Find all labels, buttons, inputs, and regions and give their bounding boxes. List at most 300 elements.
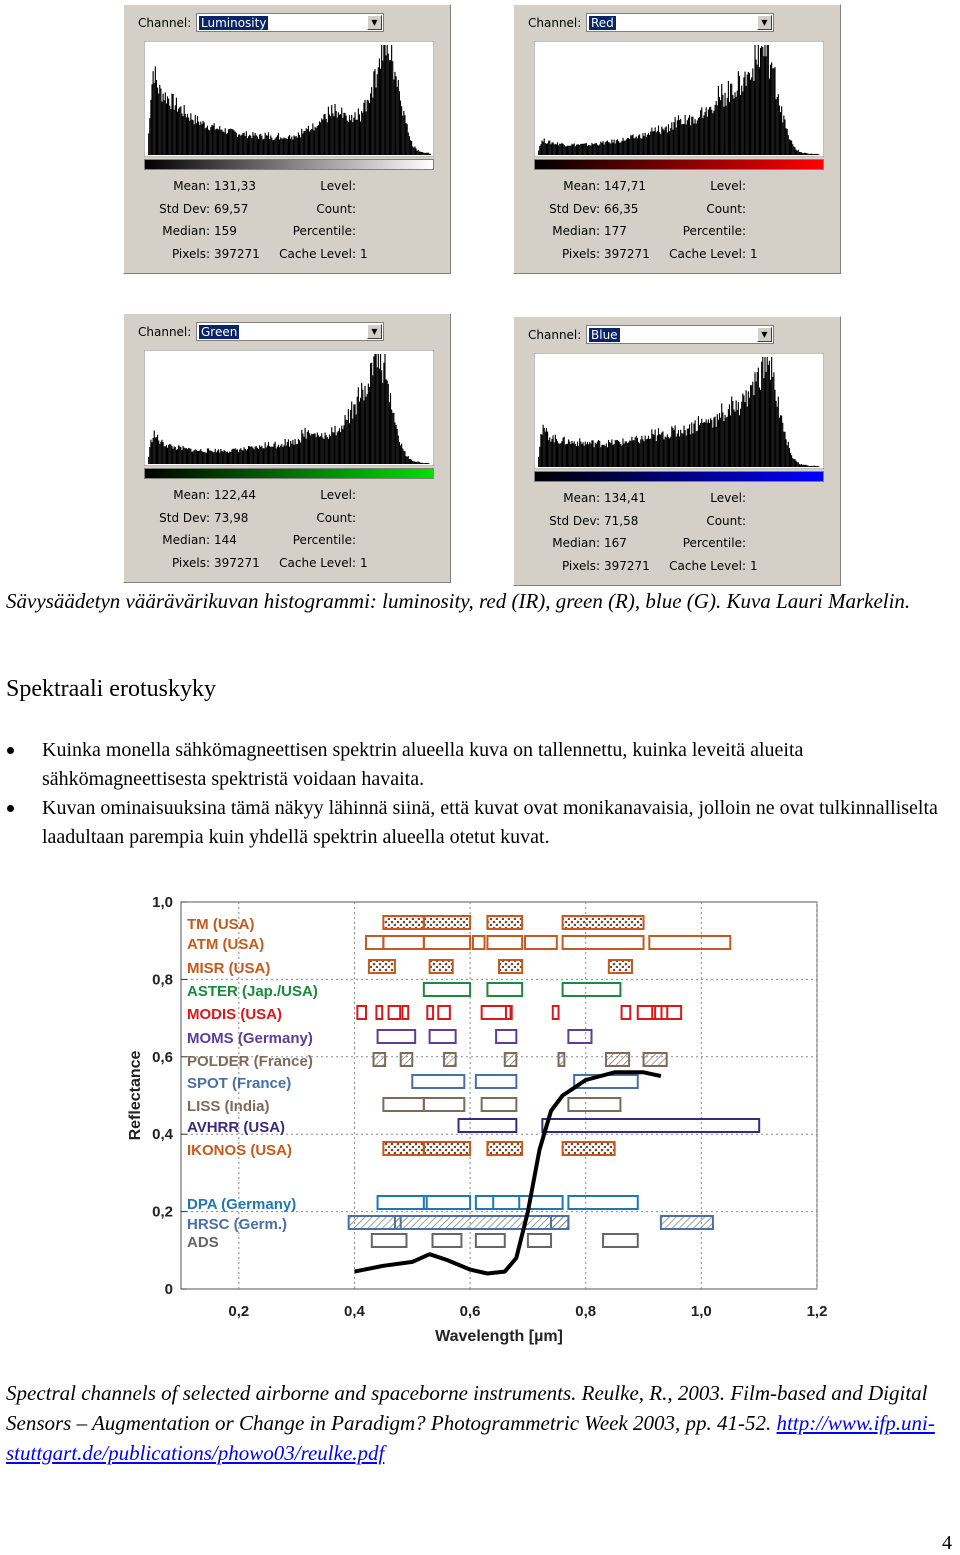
histogram-bar <box>653 131 654 155</box>
histogram-bar <box>246 131 247 155</box>
histogram-bar <box>669 438 670 467</box>
histogram-bar <box>627 138 628 155</box>
histogram-bar <box>313 130 314 155</box>
histogram-bar <box>151 442 152 464</box>
page-number: 4 <box>942 1532 952 1555</box>
histogram-bar <box>771 357 772 467</box>
histogram-bar <box>408 132 409 155</box>
histogram-bar <box>690 434 691 467</box>
histogram-bar <box>252 448 253 464</box>
histogram-bar <box>770 65 771 155</box>
histogram-bar <box>661 127 662 155</box>
histogram-bar <box>400 101 401 155</box>
histogram-bar <box>805 153 806 155</box>
histogram-bar <box>792 458 793 467</box>
histogram-bar <box>580 144 581 155</box>
y-tick-label: 0,8 <box>152 971 173 988</box>
y-tick-label: 0 <box>165 1281 173 1298</box>
histogram-bar <box>742 394 743 467</box>
histogram-bar <box>403 111 404 155</box>
histogram-bar <box>430 154 431 155</box>
histogram-bar <box>564 437 565 467</box>
instrument-band <box>563 983 621 996</box>
histogram-bar <box>539 146 540 155</box>
histogram-bar <box>217 451 218 464</box>
histogram-bar <box>309 433 310 464</box>
histogram-panel-blue <box>513 316 841 586</box>
histogram-bar <box>225 128 226 155</box>
y-tick-label: 0,6 <box>152 1049 173 1066</box>
instrument-band <box>372 1234 407 1247</box>
histogram-bar <box>553 435 554 467</box>
histogram-bar <box>382 383 383 464</box>
histogram-bar <box>726 106 727 155</box>
histogram-bar <box>720 100 721 155</box>
histogram-bar <box>328 439 329 464</box>
histogram-bar <box>728 409 729 467</box>
histogram-bar <box>302 133 303 155</box>
histogram-bar <box>599 144 600 155</box>
histogram-bar <box>402 448 403 464</box>
histogram-bar <box>349 115 350 155</box>
histogram-bar <box>176 98 177 155</box>
instrument-band <box>644 1053 667 1066</box>
histogram-bar <box>318 435 319 464</box>
histogram-bar <box>718 420 719 467</box>
histogram-bar <box>557 441 558 467</box>
histogram-bar <box>805 465 806 467</box>
histogram-bar <box>686 124 687 155</box>
histogram-bar <box>692 433 693 467</box>
histogram-bar <box>575 444 576 467</box>
histogram-bar <box>619 143 620 155</box>
histogram-bar <box>282 447 283 464</box>
histogram-bar <box>658 125 659 155</box>
histogram-bar <box>413 461 414 464</box>
histogram-bar <box>691 422 692 467</box>
instrument-band <box>383 936 423 949</box>
histogram-bar <box>310 435 311 464</box>
histogram-bar <box>242 451 243 464</box>
histogram-bar <box>397 87 398 155</box>
histogram-bar <box>238 135 239 155</box>
histogram-bar <box>299 440 300 464</box>
histogram-bar <box>400 445 401 464</box>
histogram-bar <box>803 465 804 467</box>
instrument-label: MODIS (USA) <box>187 1006 282 1023</box>
histogram-bar <box>731 84 732 155</box>
histogram-bar <box>361 111 362 155</box>
histogram-bar <box>231 450 232 464</box>
histogram-bar <box>601 143 602 155</box>
histogram-bar <box>186 448 187 464</box>
histogram-bar <box>311 434 312 464</box>
histogram-bar <box>585 143 586 155</box>
histogram-bar <box>549 141 550 155</box>
histogram-bar <box>250 447 251 464</box>
histogram-bar <box>632 135 633 156</box>
histogram-bar <box>399 91 400 155</box>
channel-select[interactable] <box>586 325 774 344</box>
histogram-bar <box>417 151 418 155</box>
histogram-bar <box>754 372 755 467</box>
histogram-bar <box>773 68 774 155</box>
histogram-bar <box>181 450 182 464</box>
histogram-bar <box>652 434 653 467</box>
histogram-bar <box>710 418 711 467</box>
instrument-band <box>424 1098 464 1111</box>
histogram-bar <box>656 132 657 155</box>
histogram-bar <box>772 377 773 467</box>
histogram-bar <box>390 60 391 155</box>
histogram-bar <box>636 436 637 467</box>
histogram-bar <box>241 135 242 155</box>
histogram-bar <box>538 457 539 467</box>
histogram-bar <box>272 140 273 155</box>
histogram-bar <box>614 140 615 155</box>
instrument-band <box>412 1075 464 1088</box>
histogram-bar <box>388 384 389 464</box>
reference-link[interactable]: http://www.ifp.uni-stuttgart.de/publications/phowo03/reulke.pdf <box>6 1411 935 1465</box>
bullet-text: Kuinka monella sähkömagneettisen spektrin alueella kuva on tallennettu, kuinka leveitä alueita sähkömagneettisesta spektristä voidaan havaita. <box>42 739 803 790</box>
histogram-bar <box>178 109 179 155</box>
histogram-bar <box>427 463 428 464</box>
histogram-bar <box>190 113 191 155</box>
histogram-bar <box>229 452 230 464</box>
histogram-bar <box>277 135 278 155</box>
stat-label: Std Dev: <box>549 202 600 216</box>
histogram-bar <box>634 440 635 467</box>
stat-label: Median: <box>552 224 600 238</box>
histogram-bar <box>425 153 426 155</box>
histogram-bar <box>427 153 428 155</box>
histogram-bar <box>784 119 785 155</box>
histogram-bar <box>610 144 611 155</box>
histogram-bar <box>415 148 416 155</box>
histogram-bar <box>733 409 734 467</box>
histogram-bar <box>366 397 367 464</box>
histogram-bar <box>740 95 741 155</box>
chart-caption <box>6 1378 954 1468</box>
histogram-bar <box>731 396 732 467</box>
histogram-bar <box>240 136 241 155</box>
instrument-band <box>401 1053 413 1066</box>
histogram-bar <box>814 154 815 155</box>
chevron-down-icon[interactable]: ▼ <box>757 327 772 342</box>
histogram-bar <box>666 126 667 155</box>
histogram-bar <box>739 76 740 155</box>
histogram-bar <box>305 131 306 155</box>
histogram-bar <box>744 72 745 155</box>
histogram-bar <box>384 45 385 155</box>
histogram-bar <box>611 140 612 155</box>
histogram-bar <box>707 117 708 155</box>
histogram-bar <box>307 432 308 464</box>
histogram-bar <box>216 129 217 155</box>
histogram-bar <box>638 442 639 467</box>
histogram-bar <box>221 130 222 155</box>
chevron-down-icon[interactable]: ▼ <box>757 15 772 30</box>
histogram-bar <box>322 438 323 464</box>
histogram-bar <box>175 105 176 155</box>
histogram-bar <box>639 134 640 155</box>
bullet-dot <box>7 805 14 812</box>
histogram-bar <box>364 386 365 464</box>
stat-label: Percentile: <box>683 224 746 238</box>
histogram-bar <box>626 139 627 155</box>
histogram-bar <box>628 442 629 467</box>
histogram-bar <box>428 463 429 464</box>
histogram-bar <box>208 448 209 464</box>
histogram-bar <box>247 449 248 464</box>
histogram-bar <box>212 452 213 464</box>
histogram-bar <box>661 432 662 467</box>
histogram-bar <box>569 146 570 155</box>
histogram-bar <box>776 401 777 467</box>
histogram-bar <box>408 456 409 464</box>
histogram-bar <box>709 107 710 155</box>
histogram-bar <box>219 126 220 155</box>
histogram-bar <box>373 356 374 464</box>
histogram-bar <box>342 118 343 155</box>
histogram-bar <box>635 437 636 467</box>
histogram-bar <box>205 452 206 464</box>
histogram-bar <box>780 112 781 155</box>
channel-select[interactable] <box>586 13 774 32</box>
histogram-bar <box>218 449 219 464</box>
bullet-list <box>0 736 960 852</box>
instrument-band <box>609 960 632 973</box>
histogram-bar <box>261 136 262 155</box>
histogram-bar <box>419 462 420 464</box>
histogram-bar <box>218 130 219 155</box>
histogram-bar <box>630 441 631 467</box>
histogram-bar <box>149 118 150 155</box>
instrument-band <box>424 916 470 929</box>
histogram-bar <box>705 422 706 467</box>
instrument-band <box>487 936 522 949</box>
histogram-bar <box>679 120 680 155</box>
histogram-bar <box>663 130 664 155</box>
histogram-bar <box>649 135 650 155</box>
histogram-bar <box>548 440 549 467</box>
histogram-bar <box>316 128 317 155</box>
histogram-bar <box>165 446 166 464</box>
histogram-bar <box>199 125 200 155</box>
histogram-bar <box>211 451 212 464</box>
stat-label: Count: <box>316 202 356 216</box>
histogram-bar <box>259 445 260 464</box>
histogram-bar <box>286 446 287 464</box>
histogram-bar <box>358 108 359 155</box>
stat-value: 69,57 <box>214 202 248 216</box>
histogram-bar <box>779 106 780 155</box>
channel-value: Blue <box>589 328 620 342</box>
histogram-bar <box>236 133 237 155</box>
x-tick-label: 1,0 <box>691 1303 712 1320</box>
histogram-bar <box>239 134 240 155</box>
histogram-bar <box>622 438 623 467</box>
histogram-bar <box>555 435 556 467</box>
histogram-bar <box>549 437 550 467</box>
histogram-bar <box>179 107 180 155</box>
channel-label: Channel: <box>138 16 191 30</box>
histogram-bar <box>712 113 713 155</box>
histogram-bar <box>351 402 352 464</box>
histogram-bar <box>273 444 274 464</box>
instrument-label: SPOT (France) <box>187 1075 291 1092</box>
histogram-bar <box>164 100 165 155</box>
histogram-bar <box>635 138 636 155</box>
histogram-bar <box>413 147 414 155</box>
channel-gradient <box>534 159 824 170</box>
histogram-bar <box>653 435 654 467</box>
histogram-bar <box>558 145 559 155</box>
histogram-bar <box>205 128 206 155</box>
histogram-bar <box>215 449 216 464</box>
histogram-bar <box>173 94 174 155</box>
histogram-bar <box>376 88 377 155</box>
histogram-bar <box>255 446 256 464</box>
histogram-bar <box>339 428 340 464</box>
histogram-bar <box>697 120 698 155</box>
histogram-bar <box>724 93 725 155</box>
stat-label: Count: <box>706 202 746 216</box>
histogram-bar <box>582 442 583 467</box>
histogram-bar <box>319 437 320 464</box>
instrument-band <box>357 1006 366 1019</box>
histogram-bar <box>249 446 250 464</box>
histogram-bar <box>682 124 683 155</box>
histogram-bar <box>591 143 592 155</box>
histogram-bar <box>566 146 567 155</box>
histogram-bar <box>621 445 622 467</box>
histogram-bar <box>736 400 737 467</box>
stat-value: 73,98 <box>214 511 248 525</box>
histogram-bar <box>700 423 701 467</box>
histogram-bar <box>626 441 627 467</box>
histogram-bar <box>580 442 581 467</box>
histogram-bar <box>588 444 589 467</box>
histogram-bar <box>249 135 250 155</box>
histogram-bar <box>206 128 207 155</box>
stat-label: Percentile: <box>293 224 356 238</box>
histogram-bar <box>698 416 699 467</box>
instrument-label: MISR (USA) <box>187 960 270 977</box>
histogram-bar <box>269 139 270 155</box>
histogram-bar <box>659 434 660 467</box>
channel-select[interactable] <box>196 13 384 32</box>
histogram-bar <box>778 94 779 155</box>
channel-gradient <box>144 468 434 479</box>
instrument-band <box>476 1234 505 1247</box>
histogram-bar <box>627 443 628 467</box>
histogram-bar <box>575 146 576 155</box>
histogram-bar <box>191 119 192 155</box>
histogram-bar <box>762 357 763 467</box>
instrument-band <box>444 1053 456 1066</box>
histogram-bar <box>815 154 816 155</box>
histogram-bar <box>394 72 395 155</box>
histogram-bar <box>738 71 739 155</box>
histogram-bar <box>756 382 757 467</box>
histogram-bar <box>398 436 399 464</box>
histogram-bar <box>209 130 210 155</box>
stat-label: Mean: <box>563 491 600 505</box>
histogram-bar <box>634 138 635 155</box>
histogram-bar <box>818 154 819 155</box>
histogram-bar <box>392 61 393 155</box>
bullet-item <box>0 794 960 852</box>
instrument-label: DPA (Germany) <box>187 1196 296 1213</box>
histogram-bar <box>701 419 702 467</box>
histogram-bar <box>429 154 430 155</box>
histogram-bar <box>588 145 589 155</box>
channel-select[interactable] <box>196 322 384 341</box>
histogram-bar <box>691 117 692 155</box>
histogram-bar <box>315 127 316 155</box>
histogram-bar <box>283 445 284 464</box>
histogram-bar <box>311 129 312 155</box>
histogram-bar <box>164 446 165 464</box>
histogram-bar <box>260 447 261 464</box>
histogram-bar <box>390 393 391 464</box>
x-tick-label: 0,6 <box>460 1303 481 1320</box>
histogram-bar <box>173 449 174 464</box>
histogram-bar <box>291 137 292 155</box>
stat-label: Mean: <box>173 488 210 502</box>
histogram-bar <box>715 417 716 467</box>
histogram-bar <box>194 124 195 155</box>
histogram-bar <box>198 122 199 156</box>
histogram-bar <box>709 423 710 467</box>
histogram-bar <box>244 447 245 464</box>
histogram-bar <box>768 365 769 467</box>
histogram-bar <box>703 422 704 467</box>
histogram-bar <box>312 434 313 464</box>
histogram-bar <box>671 426 672 467</box>
histogram-bar <box>248 446 249 464</box>
histogram-bar <box>348 409 349 464</box>
histogram-bar <box>287 442 288 464</box>
histogram-bar <box>706 419 707 467</box>
histogram-bar <box>230 129 231 155</box>
histogram-bar <box>270 135 271 155</box>
histogram-bar <box>699 425 700 467</box>
histogram-bar <box>672 428 673 467</box>
histogram-bar <box>642 133 643 155</box>
histogram-bar <box>609 143 610 155</box>
histogram-bar <box>651 429 652 467</box>
histogram-bar <box>356 120 357 155</box>
instrument-label: ADS <box>187 1234 219 1251</box>
histogram-bar <box>757 65 758 155</box>
chevron-down-icon[interactable]: ▼ <box>367 324 382 339</box>
stat-label: Std Dev: <box>549 514 600 528</box>
histogram-bar <box>195 449 196 464</box>
histogram-bar <box>727 417 728 467</box>
stat-label: Mean: <box>563 179 600 193</box>
histogram-bar <box>326 435 327 464</box>
histogram-bar <box>647 135 648 155</box>
histogram-bar <box>688 429 689 467</box>
histogram-bar <box>343 113 344 155</box>
histogram-bar <box>751 385 752 467</box>
histogram-bar <box>201 451 202 464</box>
chevron-down-icon[interactable]: ▼ <box>367 15 382 30</box>
histogram-bar <box>781 106 782 155</box>
stat-value: 177 <box>604 224 627 238</box>
